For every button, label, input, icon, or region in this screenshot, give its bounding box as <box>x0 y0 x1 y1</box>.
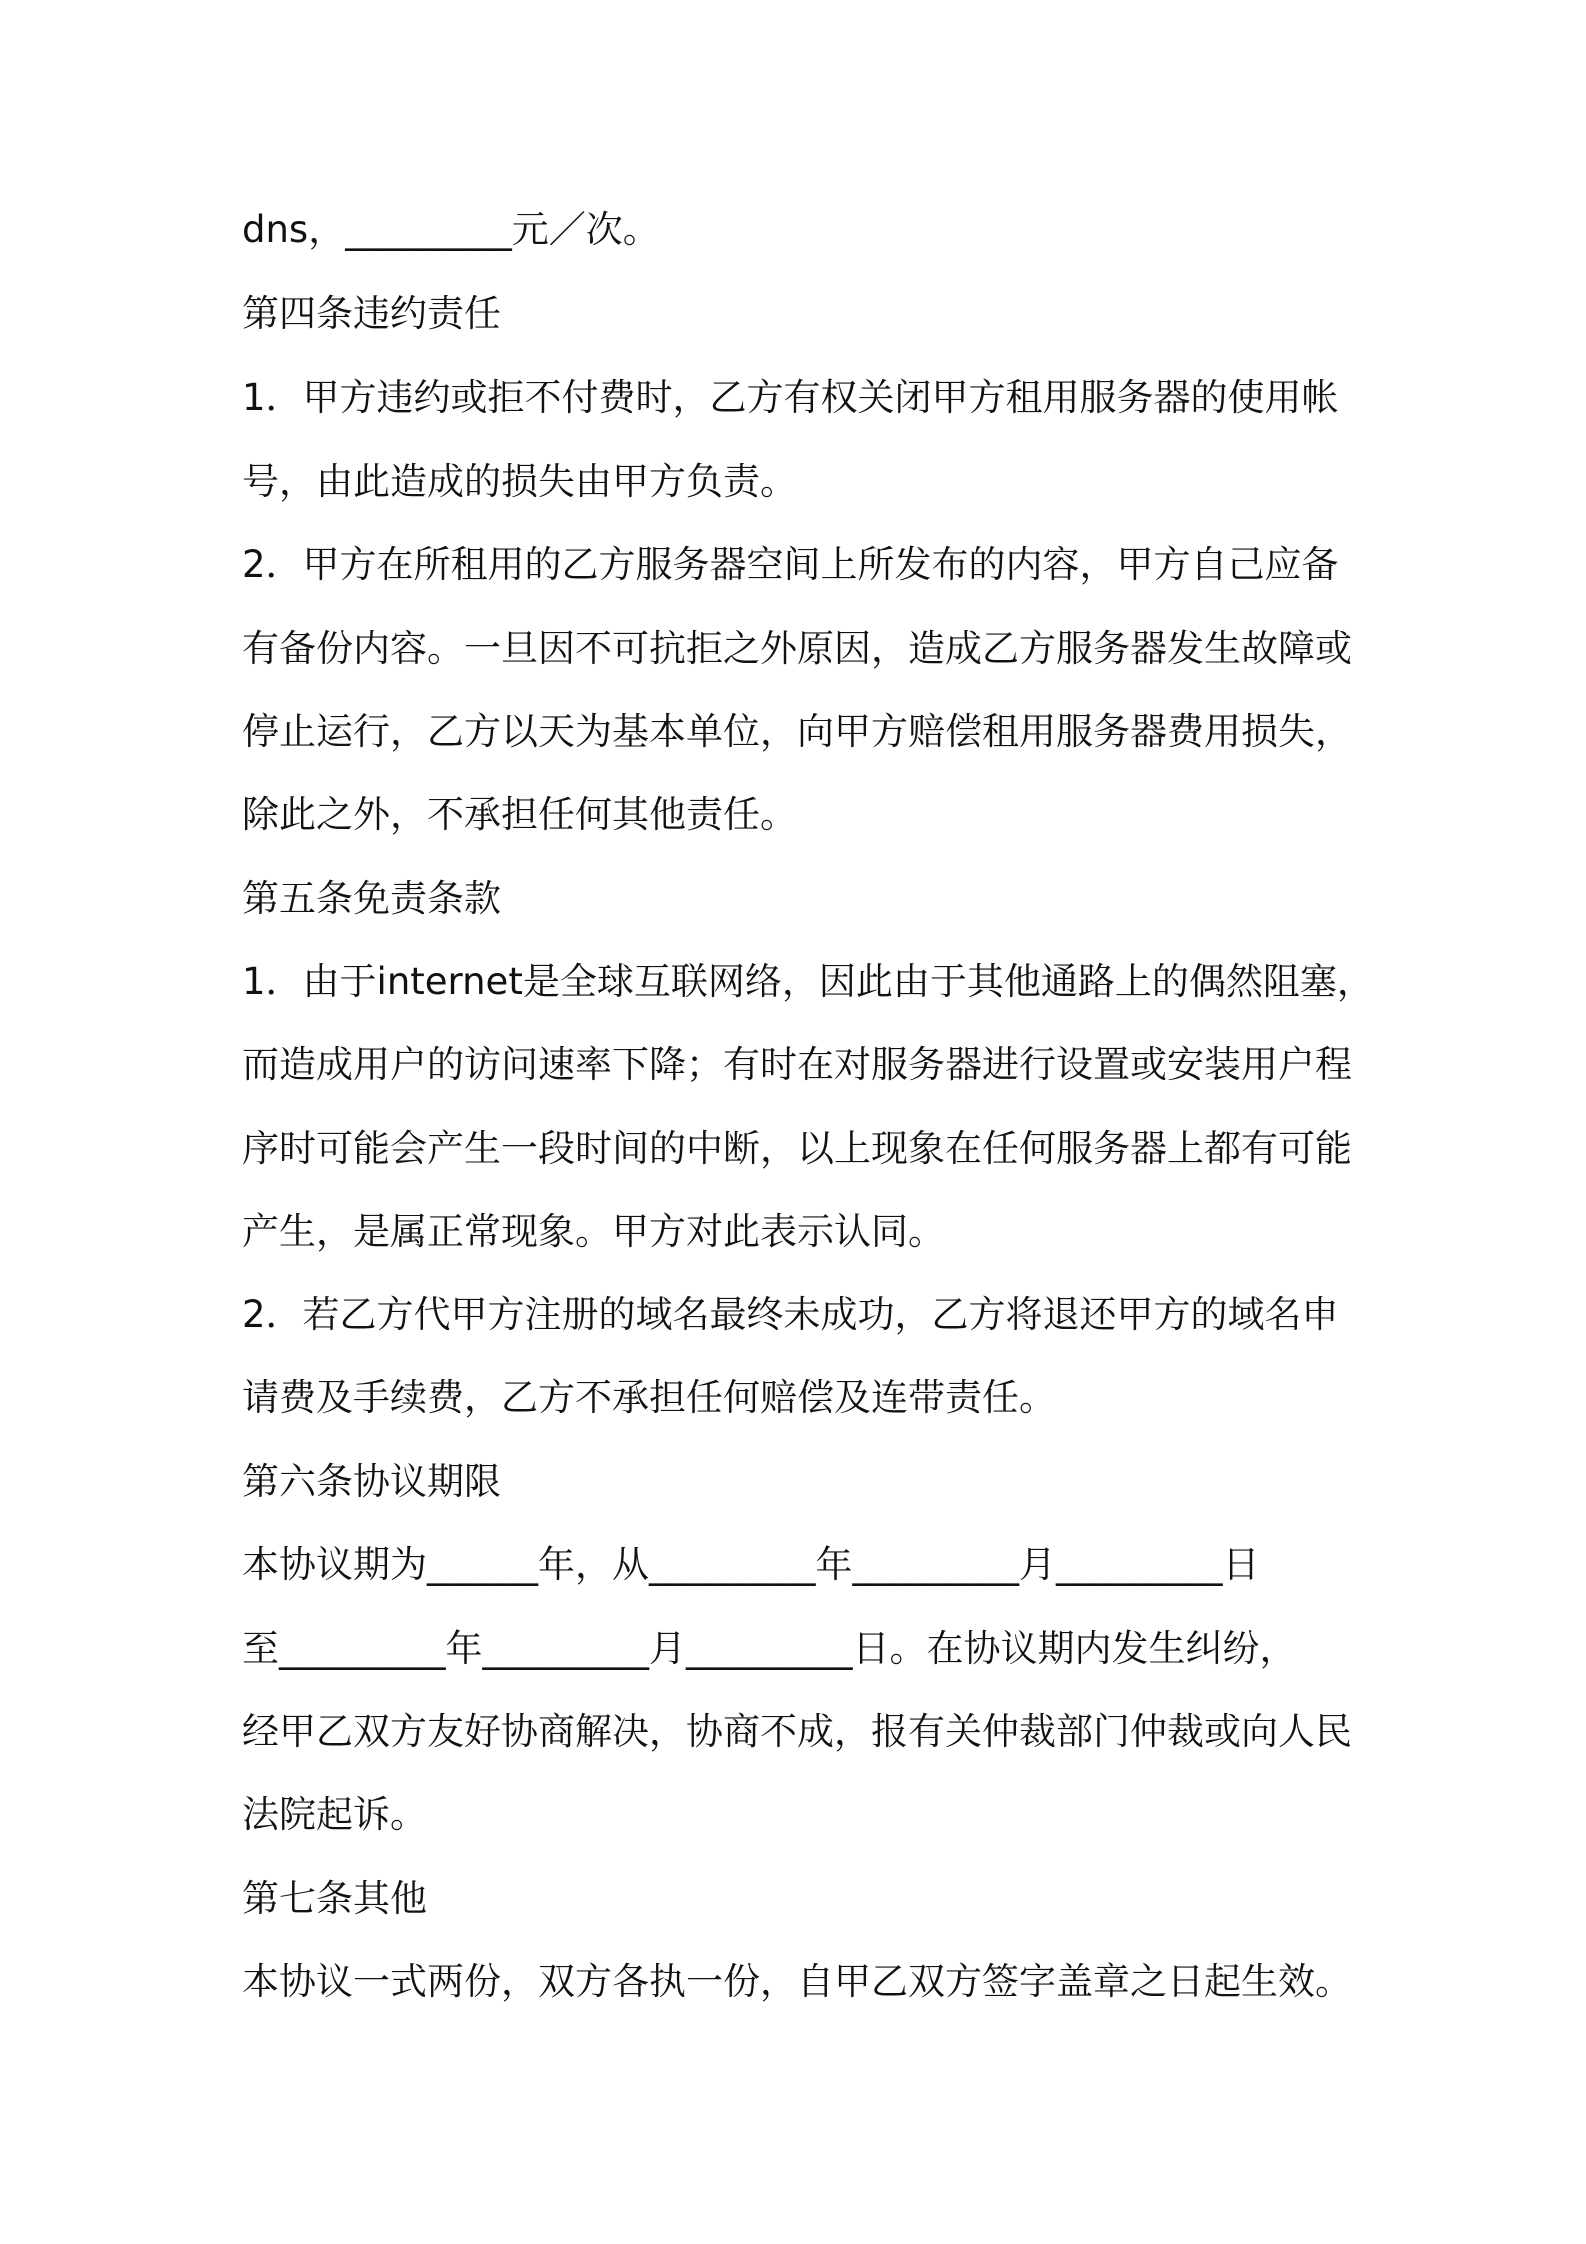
text-line: 产生，是属正常现象。甲方对此表示认同。 <box>242 1210 945 1253</box>
text-line: 1．由于internet是全球互联网络，因此由于其他通路上的偶然阻塞， <box>242 960 1374 1003</box>
text-line: 本协议期为______年，从_________年_________月_________日 <box>242 1543 1260 1586</box>
section-heading-disclaimer: 第五条免责条款 <box>242 877 501 920</box>
text-line: 2．若乙方代甲方注册的域名最终未成功，乙方将退还甲方的域名申 <box>242 1293 1339 1336</box>
text-line: 有备份内容。一旦因不可抗拒之外原因，造成乙方服务器发生故障或 <box>242 627 1352 670</box>
section-heading-breach-liability: 第四条违约责任 <box>242 292 501 335</box>
text-line: 法院起诉。 <box>242 1793 427 1836</box>
text-line: 序时可能会产生一段时间的中断，以上现象在任何服务器上都有可能 <box>242 1127 1352 1170</box>
section-heading-other: 第七条其他 <box>242 1877 427 1920</box>
text-line: 至_________年_________月_________日。在协议期内发生纠纷， <box>242 1627 1297 1670</box>
text-line: 请费及手续费，乙方不承担任何赔偿及连带责任。 <box>242 1376 1056 1419</box>
text-line: 经甲乙双方友好协商解决，协商不成，报有关仲裁部门仲裁或向人民 <box>242 1710 1352 1753</box>
text-line-fee-dns: dns，_________元／次。 <box>242 208 660 251</box>
text-line: 本协议一式两份，双方各执一份，自甲乙双方签字盖章之日起生效。 <box>242 1960 1352 2003</box>
section-heading-agreement-term: 第六条协议期限 <box>242 1460 501 1503</box>
text-line: 停止运行，乙方以天为基本单位，向甲方赔偿租用服务器费用损失， <box>242 710 1352 753</box>
text-line: 除此之外，不承担任何其他责任。 <box>242 793 797 836</box>
text-line: 号，由此造成的损失由甲方负责。 <box>242 460 797 503</box>
text-line: 而造成用户的访问速率下降；有时在对服务器进行设置或安装用户程 <box>242 1043 1352 1086</box>
text-line: 2．甲方在所租用的乙方服务器空间上所发布的内容，甲方自己应备 <box>242 543 1339 586</box>
text-line: 1．甲方违约或拒不付费时，乙方有权关闭甲方租用服务器的使用帐 <box>242 376 1339 419</box>
